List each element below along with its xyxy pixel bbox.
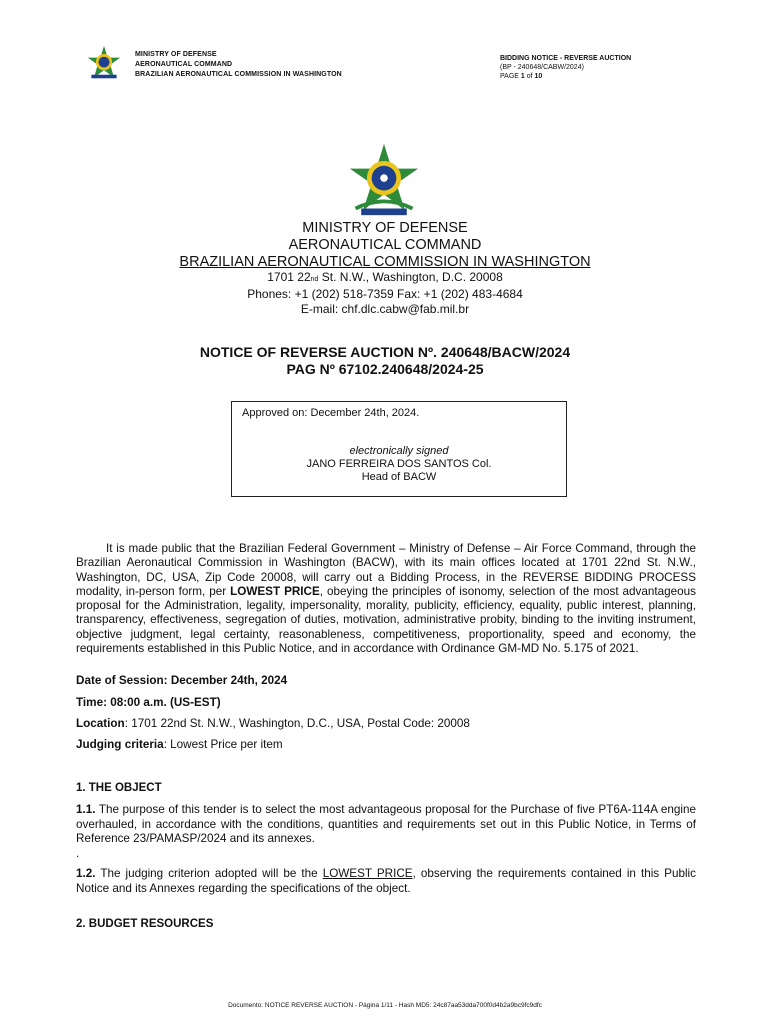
notice-title	[0, 344, 770, 378]
separator-dot: .	[76, 846, 80, 860]
signature-note: electronically signed	[349, 445, 449, 457]
email-address: E-mail: chf.dlc.cabw@fab.mil.br	[300, 302, 470, 316]
notice-number: NOTICE OF REVERSE AUCTION Nº. 240648/BACW/2024	[199, 344, 571, 360]
header-org-line: AERONAUTICAL COMMAND	[135, 61, 233, 68]
clause-1-1: 1.1. The purpose of this tender is to select the most advantageous proposal for the Purchase of five PT6A-114A engine overhauled, in accordance with the conditions, quantities and requirements set out in this Public Notice, in Terms of Reference 23/PAMASP/2024 and its annexes. .	[76, 803, 696, 860]
org-line: BRAZILIAN AERONAUTICAL COMMISSION IN WASHINGTON	[179, 254, 591, 270]
session-time: Time: 08:00 a.m. (US-EST)	[76, 696, 221, 709]
session-location: Location: 1701 22nd St. N.W., Washington, D.C., USA, Postal Code: 20008	[76, 717, 470, 730]
process-number: PAG Nº 67102.240648/2024-25	[286, 361, 484, 377]
coat-of-arms-icon	[86, 44, 122, 82]
organization-heading	[0, 220, 770, 271]
signature-block	[232, 445, 566, 484]
header-org-line: BRAZILIAN AERONAUTICAL COMMISSION IN WASHINGTON	[135, 71, 342, 78]
header-page-number: PAGE 1 of 10	[500, 73, 543, 80]
intro-paragraph: It is made public that the Brazilian Federal Government – Ministry of Defense – Air Force Command, through the Brazilian Aeronautical Commission in Washington (BACW), with its main offices located at 1701 22nd St. N.W., Washington, DC, USA, Zip Code 20008, will carry out a Bidding Process, in the REVERSE BIDDING PROCESS modality, in-person form, per LOWEST PRICE, obeying the principles of isonomy, selection of the most advantageous proposal for the Administration, legality, impersonality, morality, publicity, efficiency, equality, public interest, planning, transparency, effectiveness, segregation of duties, motivation, administrative probity, binding to the inviting instrument, objective judgment, legal certainty, reasonableness, competitiveness, proportionality, speed and economy, the requirements established in this Public Notice, and in accordance with Ordinance GM-MD No. 5.175 of 2021.	[76, 542, 696, 656]
signer-role: Head of BACW	[361, 471, 437, 483]
coat-of-arms-icon	[346, 142, 422, 218]
header-org-line: MINISTRY OF DEFENSE	[135, 51, 217, 58]
header-org-block	[135, 50, 342, 80]
session-date: Date of Session: December 24th, 2024	[76, 674, 288, 687]
clause-1-2: 1.2. The judging criterion adopted will be the LOWEST PRICE, observing the requirements contained in this Public Notice and its Annexes regarding the specifications of the object.	[76, 867, 697, 895]
approval-date: Approved on: December 24th, 2024.	[242, 407, 420, 419]
org-line: MINISTRY OF DEFENSE	[302, 220, 468, 236]
street-address: 1701 22nd St. N.W., Washington, D.C. 20008	[267, 270, 503, 284]
address-block	[0, 270, 770, 317]
signer-name: JANO FERREIRA DOS SANTOS Col.	[306, 458, 492, 470]
approval-box	[231, 401, 567, 497]
org-line: AERONAUTICAL COMMAND	[288, 237, 482, 253]
phone-fax: Phones: +1 (202) 518-7359 Fax: +1 (202) 483-4684	[247, 287, 523, 301]
section-heading-object: 1. THE OBJECT	[76, 782, 162, 794]
document-footer: Documento: NOTICE REVERSE AUCTION - Página 1/11 - Hash MD5: 24c87aa53dda700f0d4b2a9bc9fc9dfc	[228, 1002, 542, 1009]
header-doc-info	[500, 54, 631, 81]
judging-criteria: Judging criteria: Lowest Price per item	[76, 738, 283, 751]
header-doc-title: BIDDING NOTICE - REVERSE AUCTION	[500, 55, 632, 62]
section-heading-budget: 2. BUDGET RESOURCES	[76, 918, 214, 930]
header-doc-ref: (BP - 240648/CABW/2024)	[500, 64, 584, 71]
